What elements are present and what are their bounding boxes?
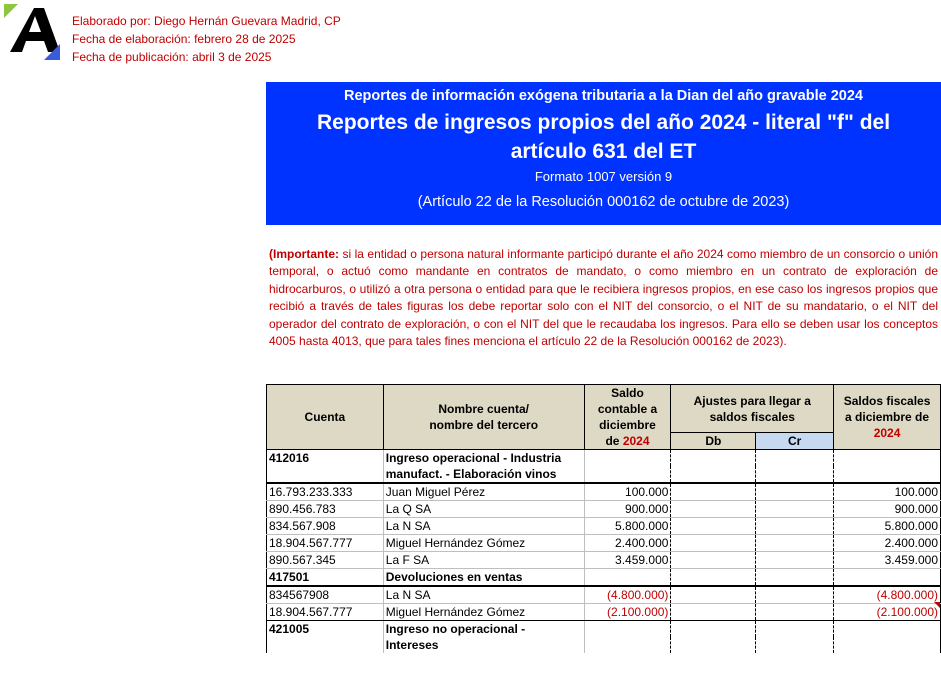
banner-title-line1: Reportes de ingresos propios del año 2024 - literal "f" del	[316, 111, 891, 134]
table-row	[267, 501, 941, 518]
actualicese-logo-icon	[4, 4, 60, 60]
header-nombre-line1: Nombre cuenta/	[438, 402, 530, 416]
row-nit: 890.456.783	[267, 501, 384, 518]
account-row	[267, 569, 941, 587]
row-fiscal: 2.400.000	[834, 535, 941, 552]
accounts-table	[266, 384, 941, 653]
row-saldo: 900.000	[584, 501, 671, 518]
elaboration-date: Fecha de elaboración: febrero 28 de 2025	[72, 32, 296, 46]
row-name: La F SA	[383, 552, 584, 569]
note-label: (Importante:	[269, 247, 339, 261]
row-saldo: 5.800.000	[584, 518, 671, 535]
row-name: Miguel Hernández Gómez	[383, 535, 584, 552]
row-nit: 16.793.233.333	[267, 483, 384, 501]
header-fiscal-line1: Saldos fiscales	[843, 394, 931, 408]
row-nit: 18.904.567.777	[267, 604, 384, 621]
header-saldo-line2: contable a	[597, 402, 658, 416]
table-row	[267, 483, 941, 501]
row-nit: 834.567.908	[267, 518, 384, 535]
header-saldo-contable	[584, 385, 671, 450]
table-row	[267, 586, 941, 604]
header-ajustes-line1: Ajustes para llegar a	[693, 393, 811, 408]
row-nit: 18.904.567.777	[267, 535, 384, 552]
header-saldo-line4	[587, 433, 669, 449]
row-nit: 890.567.345	[267, 552, 384, 569]
document-metadata	[72, 12, 341, 66]
row-fiscal: 900.000	[834, 501, 941, 518]
banner-format: Formato 1007 versión 9	[534, 169, 673, 184]
row-fiscal: (2.100.000)	[834, 604, 941, 621]
banner-resolution: (Artículo 22 de la Resolución 000162 de octubre de 2023)	[417, 194, 790, 210]
cell-comment-marker	[934, 602, 940, 608]
publication-date: Fecha de publicación: abril 3 de 2025	[72, 50, 272, 64]
account-code: 421005	[267, 621, 384, 654]
header-nombre	[383, 385, 584, 450]
header-saldos-fiscales	[834, 385, 941, 450]
row-name: Miguel Hernández Gómez	[383, 604, 584, 621]
account-name-line2: manufact. - Elaboración vinos	[383, 466, 584, 483]
row-saldo: 2.400.000	[584, 535, 671, 552]
header-fiscal-line2: a diciembre de	[845, 410, 930, 424]
account-name-line1: Ingreso operacional - Industria	[383, 450, 584, 467]
account-code: 412016	[267, 450, 384, 484]
row-saldo: (2.100.000)	[584, 604, 671, 621]
banner-title	[266, 108, 941, 166]
row-saldo: (4.800.000)	[584, 586, 671, 604]
row-fiscal: 3.459.000	[834, 552, 941, 569]
row-saldo: 100.000	[584, 483, 671, 501]
row-fiscal: 5.800.000	[834, 518, 941, 535]
row-fiscal: 100.000	[834, 483, 941, 501]
row-fiscal: (4.800.000)	[834, 586, 941, 604]
account-name-line2: Intereses	[383, 637, 584, 653]
row-name: La N SA	[383, 518, 584, 535]
header-ajustes	[671, 385, 834, 433]
header-saldo-line1: Saldo	[611, 386, 644, 400]
header-cuenta: Cuenta	[267, 385, 384, 450]
author-line: Elaborado por: Diego Hernán Guevara Madrid, CP	[72, 14, 341, 28]
important-note	[269, 246, 938, 350]
row-name: La N SA	[383, 586, 584, 604]
title-banner	[266, 82, 941, 225]
account-row	[267, 450, 941, 467]
header-saldo-year: 2024	[622, 434, 650, 448]
table-row	[267, 604, 941, 621]
table-row	[267, 518, 941, 535]
note-text: si la entidad o persona natural informante participó durante el año 2024 como miembro de un consorcio o unión temporal, o actuó como mandante en contratos de mandato, o como miembro en un contrato de exploración de hidrocarburos, o utilizó a otra persona o entidad para que le recibiera ingresos propios, en ese caso los ingresos propios que recibió a través de tales figuras los debe reportar solo con el NIT del consorcio, o el NIT de su mandatario, o el NIT del operador del contrato de exploración, o con el NIT del que le recaudaba los ingresos. Para ello se deben usar los conceptos 4005 hasta 4013, que para tales fines menciona el artículo 22 de la Resolución 000162 de 2023).	[269, 247, 938, 349]
header-cr: Cr	[756, 433, 834, 450]
table-row	[267, 552, 941, 569]
table-row	[267, 535, 941, 552]
header-saldo-line3: diciembre	[599, 418, 656, 432]
account-name-line1: Ingreso no operacional -	[383, 621, 584, 638]
banner-subtitle: Reportes de información exógena tributaria a la Dian del año gravable 2024	[344, 88, 863, 104]
account-code: 417501	[267, 569, 384, 587]
header-ajustes-line2: saldos fiscales	[709, 409, 795, 424]
header-saldo-de: de	[605, 434, 620, 448]
account-name-line1: Devoluciones en ventas	[383, 569, 584, 587]
row-name: Juan Miguel Pérez	[383, 483, 584, 501]
banner-title-line2: artículo 631 del ET	[510, 140, 697, 163]
header-fiscal-year: 2024	[873, 426, 901, 440]
row-saldo: 3.459.000	[584, 552, 671, 569]
header-nombre-line2: nombre del tercero	[429, 418, 539, 432]
row-nit: 834567908	[267, 586, 384, 604]
account-row	[267, 621, 941, 638]
row-name: La Q SA	[383, 501, 584, 518]
header-db: Db	[671, 433, 756, 450]
